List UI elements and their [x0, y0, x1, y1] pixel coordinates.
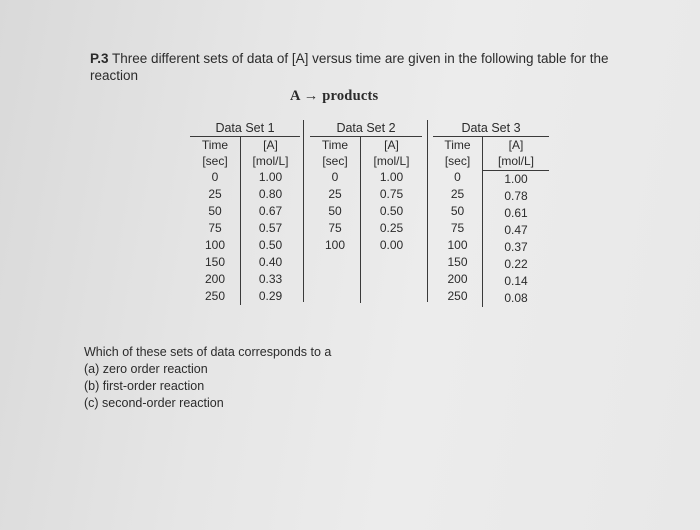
conc-header: [A]: [508, 138, 524, 152]
table-cell: 25: [450, 187, 465, 201]
table-cell: 0.22: [504, 257, 528, 271]
table-cell: 0.67: [258, 204, 283, 218]
table-cell: 1.00: [504, 172, 528, 186]
conc-header: [A]: [263, 138, 278, 152]
time-header: Time: [201, 138, 229, 152]
reaction-equation: A → products: [290, 88, 379, 104]
table-cell: 50: [328, 204, 342, 218]
table-cell: 0.57: [258, 221, 283, 235]
data-set-2: [310, 120, 422, 303]
table-cell: 75: [208, 221, 222, 235]
option-a: (a) zero order reaction: [84, 362, 208, 376]
data-set-3: [433, 120, 549, 307]
column-divider: [303, 120, 304, 302]
data-set-1-columns: [190, 137, 300, 305]
table-cell: 1.00: [379, 170, 404, 184]
table-cell: 1.00: [258, 170, 283, 184]
data-set-3-title: Data Set 3: [461, 121, 521, 135]
data-set-3-time-column: [433, 137, 483, 307]
time-unit-header: [sec]: [322, 154, 348, 168]
column-divider: [427, 120, 428, 302]
time-unit-header: [sec]: [202, 154, 228, 168]
option-b: (b) first-order reaction: [84, 379, 205, 393]
table-cell: 0.40: [258, 255, 283, 269]
table-cell: 0.14: [504, 274, 528, 288]
table-cell: 75: [450, 221, 465, 235]
conc-header: [A]: [384, 138, 399, 152]
table-cell: 50: [450, 204, 465, 218]
time-header: Time: [321, 138, 349, 152]
data-set-1: [190, 120, 300, 305]
table-cell: 75: [328, 221, 342, 235]
question-prompt: Which of these sets of data corresponds to a: [84, 345, 332, 359]
table-cell: 0.29: [258, 289, 283, 303]
data-set-2-conc-column: [361, 137, 422, 303]
problem-statement: [90, 50, 630, 84]
data-set-2-columns: [310, 137, 422, 303]
table-cell: 0.78: [504, 189, 528, 203]
table-cell: 0.50: [379, 204, 404, 218]
table-cell: 250: [447, 289, 468, 303]
data-set-3-columns: [433, 137, 549, 307]
table-cell: 0.25: [379, 221, 404, 235]
table-cell: 250: [204, 289, 226, 303]
table-cell: 200: [204, 272, 226, 286]
table-cell: 25: [208, 187, 222, 201]
conc-unit-header: [mol/L]: [497, 154, 534, 168]
data-set-1-time-column: [190, 137, 241, 305]
table-cell: 100: [324, 238, 346, 252]
data-set-1-conc-column: [241, 137, 300, 305]
table-cell: 100: [204, 238, 226, 252]
problem-text: Three different sets of data of [A] versus time are given in the following table for the reaction: [90, 51, 609, 83]
table-cell: 200: [447, 272, 468, 286]
table-cell: 0.50: [258, 238, 283, 252]
table-cell: 100: [447, 238, 468, 252]
data-set-2-time-column: [310, 137, 361, 303]
conc-unit-header: [mol/L]: [373, 154, 410, 168]
table-cell: 0.47: [504, 223, 528, 237]
table-cell: 150: [204, 255, 226, 269]
option-c: (c) second-order reaction: [84, 396, 224, 410]
data-set-1-title: Data Set 1: [215, 121, 275, 135]
table-cell: 150: [447, 255, 468, 269]
table-cell: 0.61: [504, 206, 528, 220]
problem-number: P.3: [90, 51, 109, 66]
conc-unit-header: [mol/L]: [252, 154, 289, 168]
data-set-3-conc-column: [483, 137, 549, 307]
table-cell: 25: [328, 187, 342, 201]
table-cell: 0.80: [258, 187, 283, 201]
table-cell: 0.08: [504, 291, 528, 305]
table-cell: 0: [331, 170, 339, 184]
question-block: [84, 344, 331, 412]
table-cell: 0: [211, 170, 219, 184]
table-cell: 0.33: [258, 272, 283, 286]
time-header: Time: [444, 138, 471, 152]
table-cell: 0: [454, 170, 461, 184]
data-set-2-title: Data Set 2: [336, 121, 396, 135]
time-unit-header: [sec]: [444, 154, 471, 168]
table-cell: 50: [208, 204, 222, 218]
table-cell: 0.37: [504, 240, 528, 254]
table-cell: 0.75: [379, 187, 404, 201]
table-cell: 0.00: [379, 238, 404, 252]
